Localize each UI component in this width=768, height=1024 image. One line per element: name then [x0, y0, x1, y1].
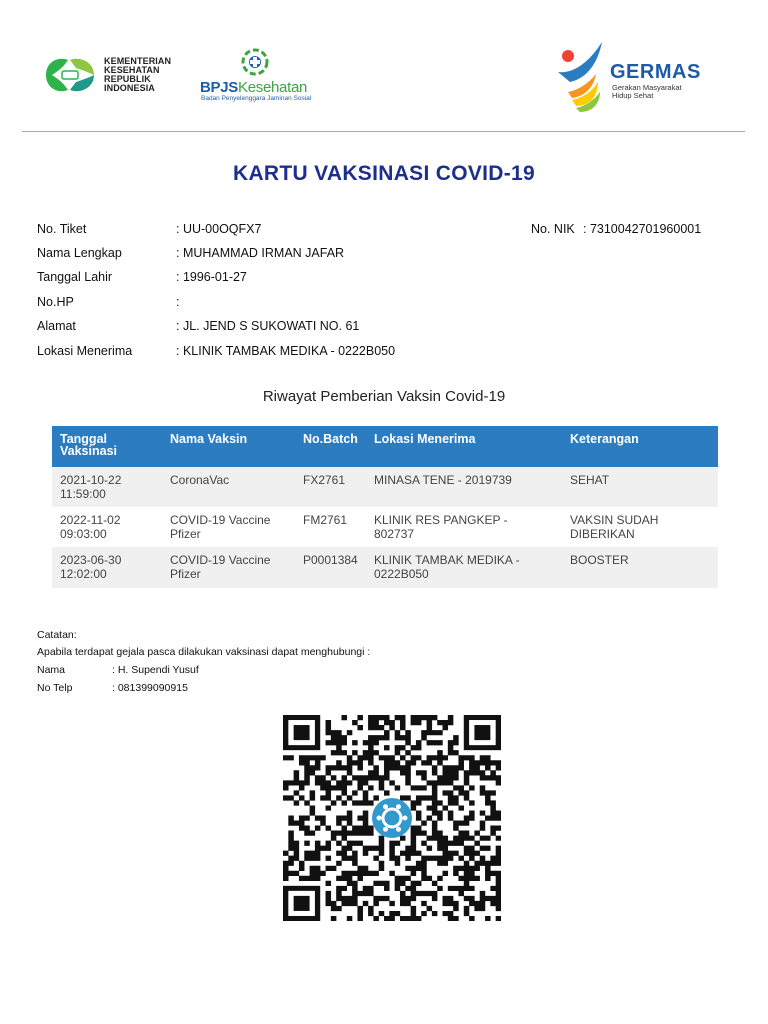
bpjs-subtitle: Badan Penyelenggara Jaminan Sosial	[201, 95, 312, 102]
receiving-location-label: Lokasi Menerima	[37, 344, 133, 358]
germas-subtitle: Gerakan Masyarakat Hidup Sehat	[612, 83, 682, 100]
row-note: VAKSIN SUDAH DIBERIKAN	[570, 513, 659, 541]
header-batch: No.Batch	[303, 432, 358, 446]
notes-text: Apabila terdapat gejala pasca dilakukan vaksinasi dapat menghubungi :	[37, 646, 371, 658]
kemenkes-leaf-icon	[38, 50, 102, 100]
germas-figure-icon	[548, 34, 614, 114]
row-vaccine: COVID-19 Vaccine Pfizer	[170, 553, 271, 581]
table-row	[52, 547, 718, 588]
kemenkes-logo	[38, 50, 188, 100]
birth-date-value: : 1996-01-27	[176, 270, 247, 284]
row-vaccine: COVID-19 Vaccine Pfizer	[170, 513, 271, 541]
nik-label: No. NIK	[531, 222, 575, 236]
header-divider	[22, 131, 745, 132]
table-header	[52, 426, 718, 467]
address-value: : JL. JEND S SUKOWATI NO. 61	[176, 319, 360, 333]
header-location: Lokasi Menerima	[374, 432, 476, 446]
row-location: KLINIK TAMBAK MEDIKA - 0222B050	[374, 553, 520, 581]
bpjs-emblem-icon	[238, 46, 272, 78]
kemenkes-wordmark: KEMENTERIAN KESEHATAN REPUBLIK INDONESIA	[104, 56, 172, 93]
qr-finder-bottom-left	[283, 886, 320, 921]
card-title: KARTU VAKSINASI COVID-19	[232, 162, 535, 185]
full-name-value: : MUHAMMAD IRMAN JAFAR	[176, 246, 345, 260]
qr-finder-top-right	[464, 715, 501, 750]
full-name-label: Nama Lengkap	[37, 246, 122, 260]
phone-label: No.HP	[37, 295, 74, 309]
bpjs-wordmark: BPJSKesehatan	[200, 79, 308, 96]
qr-finder-top-left	[283, 715, 320, 750]
header-date: Tanggal Vaksinasi	[60, 432, 117, 458]
vaccination-history-table	[52, 426, 718, 588]
ticket-value: : UU-00OQFX7	[176, 222, 262, 236]
germas-logo	[548, 34, 718, 114]
header-vaccine-name: Nama Vaksin	[170, 432, 248, 446]
pedulilindungi-icon	[372, 798, 412, 838]
row-note: SEHAT	[570, 473, 610, 487]
germas-wordmark: GERMAS	[610, 61, 701, 83]
row-batch: P0001384	[303, 553, 358, 567]
row-date: 2022-11-02 09:03:00	[60, 513, 121, 541]
birth-date-label: Tanggal Lahir	[37, 270, 113, 284]
bpjs-logo	[198, 46, 343, 106]
phone-value: :	[176, 295, 180, 309]
contact-name-value: : H. Supendi Yusuf	[112, 664, 199, 676]
contact-phone-label: No Telp	[37, 682, 73, 694]
nik-value: : 7310042701960001	[583, 222, 702, 236]
contact-name-label: Nama	[37, 664, 66, 676]
vaccination-qr-code	[283, 715, 501, 921]
row-location: KLINIK RES PANGKEP - 802737	[374, 513, 508, 541]
row-date: 2023-06-30 12:02:00	[60, 553, 122, 581]
header-note: Keterangan	[570, 432, 639, 446]
row-date: 2021-10-22 11:59:00	[60, 473, 122, 501]
address-label: Alamat	[37, 319, 76, 333]
row-batch: FX2761	[303, 473, 346, 487]
vaccination-history-title: Riwayat Pemberian Vaksin Covid-19	[262, 388, 506, 405]
notes-heading: Catatan:	[37, 629, 77, 641]
contact-phone-value: : 081399090915	[112, 682, 188, 694]
qr-code-image	[283, 715, 501, 921]
row-note: BOOSTER	[570, 553, 629, 567]
row-vaccine: CoronaVac	[170, 473, 230, 487]
ticket-label: No. Tiket	[37, 222, 87, 236]
row-batch: FM2761	[303, 513, 348, 527]
receiving-location-value: : KLINIK TAMBAK MEDIKA - 0222B050	[176, 344, 396, 358]
table-row	[52, 507, 718, 547]
row-location: MINASA TENE - 2019739	[374, 473, 512, 487]
table-row	[52, 467, 718, 507]
